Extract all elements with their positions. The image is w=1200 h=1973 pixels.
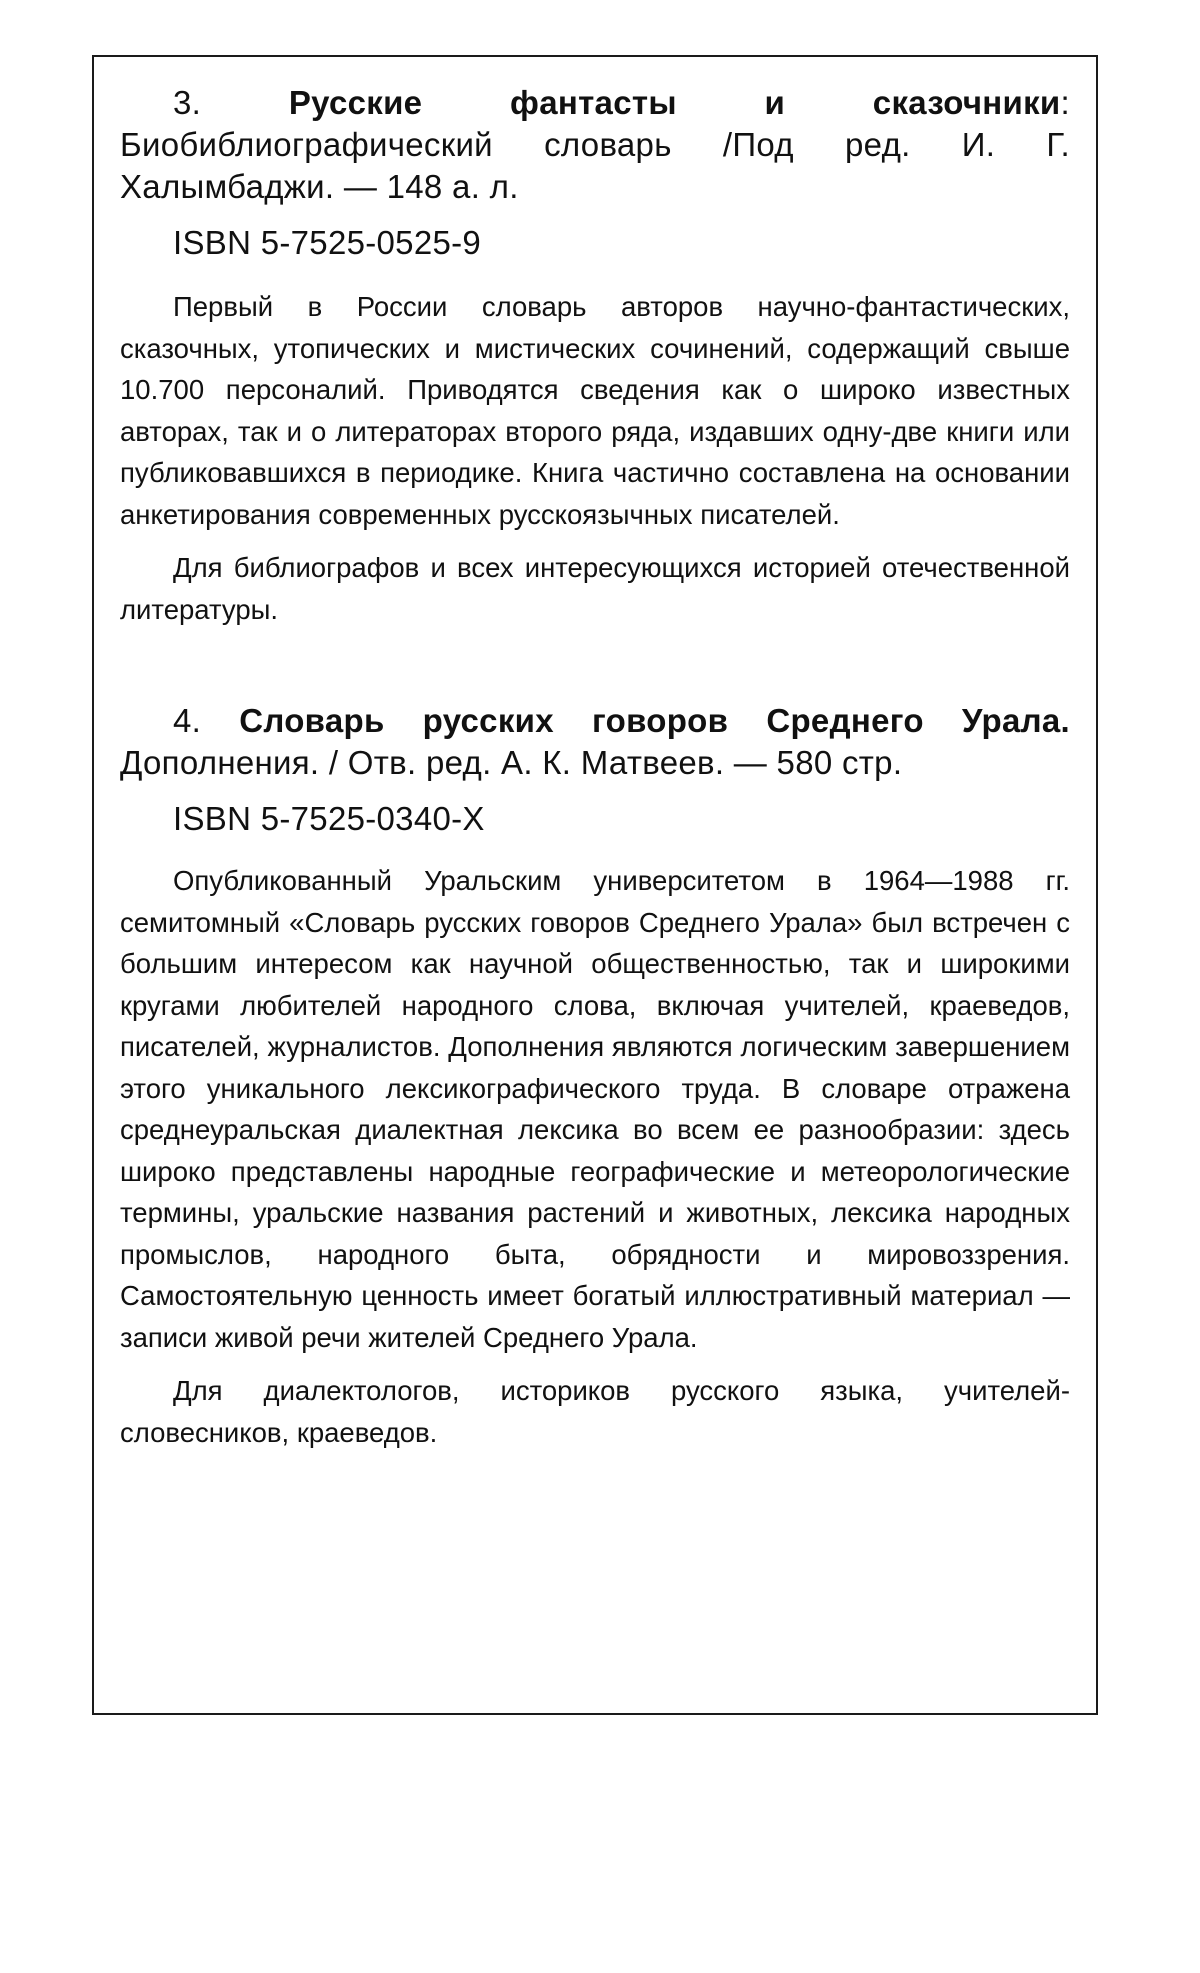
entry-audience: Для диалектологов, историков русского языка, учителей-словесников, краеведов. xyxy=(120,1375,1070,1448)
entry-heading xyxy=(120,82,1070,208)
catalog-entry-4 xyxy=(120,700,1070,1453)
entry-title: Словарь русских говоров Среднего Урала. xyxy=(239,702,1070,739)
entry-audience: Для библиографов и всех интересующихся историей отечественной литературы. xyxy=(120,552,1070,625)
catalog-entry-3 xyxy=(120,82,1070,630)
catalog-content xyxy=(120,82,1070,1453)
entry-title-suffix: : xyxy=(1060,84,1070,121)
entry-number: 4. xyxy=(173,702,202,739)
entry-isbn: ISBN 5-7525-0340-X xyxy=(173,800,485,837)
entry-title: Русские фантасты и сказочники xyxy=(288,84,1061,121)
entry-number: 3. xyxy=(173,84,202,121)
entry-publication-info: Биобиблиографический словарь /Под ред. И. Г. Халымбаджи. — 148 а. л. xyxy=(120,126,1070,205)
entry-description: Опубликованный Уральским университетом в 1964—1988 гг. семитомный «Словарь русских говоров Среднего Урала» был встречен с большим интересом как научной общественностью, так и широкими кругами любителей народного слова, включая учителей, краеведов, писателей, журналистов. Дополнения являются логическим завершением этого уникального лексикографического труда. В словаре отражена среднеуральская диалектная лексика во всем ее разнообразии: здесь широко представлены народные географические и метеорологические термины, уральские названия растений и животных, лексика народных промыслов, народного быта, обрядности и мировоззрения. Самостоятельную ценность имеет богатый иллюстративный материал — записи живой речи жителей Среднего Урала. xyxy=(120,865,1070,1353)
entry-publication-info: Дополнения. / Отв. ред. А. К. Матвеев. — 580 стр. xyxy=(120,744,903,781)
entry-isbn: ISBN 5-7525-0525-9 xyxy=(173,224,482,261)
entry-description: Первый в России словарь авторов научно-фантастических, сказочных, утопических и мистических сочинений, содержащий свыше 10.700 персоналий. Приводятся сведения как о широко известных авторах, так и о литераторах второго ряда, издавших одну-две книги или публиковавшихся в периодике. Книга частично составлена на основании анкетирования современных русскоязычных писателей. xyxy=(120,291,1070,530)
entry-heading xyxy=(120,700,1070,784)
